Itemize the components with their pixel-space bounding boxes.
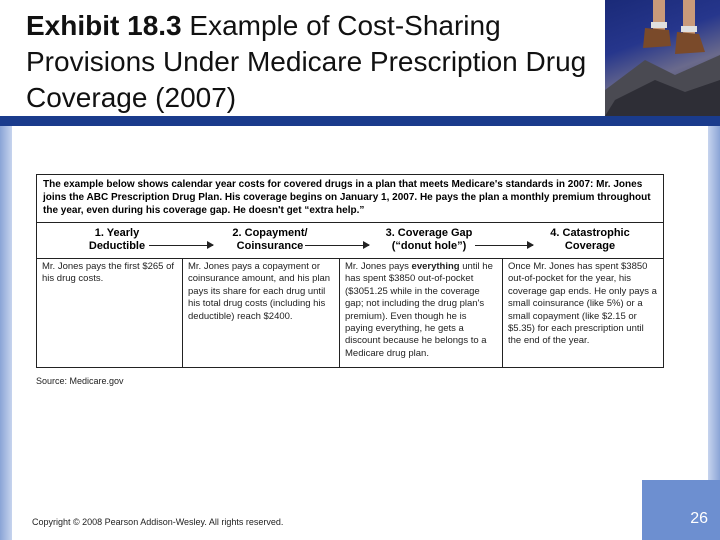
stage-copayment xyxy=(215,227,325,253)
stage-arrow xyxy=(149,245,213,246)
cost-sharing-exhibit xyxy=(36,174,664,368)
description-text: Mr. Jones pays xyxy=(345,261,412,272)
exhibit-title-text: Example of Cost-Sharing Provisions Under Medicare Prescription Drug Coverage (2007) xyxy=(26,10,587,113)
stage-label: 2. Copayment/ xyxy=(232,227,308,239)
description-row xyxy=(37,258,663,367)
description-emphasis: everything xyxy=(411,261,460,272)
page-number: 26 xyxy=(690,510,708,527)
stage-label: Deductible xyxy=(88,240,146,252)
stage-label: 3. Coverage Gap xyxy=(385,227,473,239)
exhibit-intro: The example below shows calendar year costs for covered drugs in a plan that meets Medicare's standards in 2007: Mr. Jones joins the ABC Prescription Drug Plan. His coverage begins on January 1, 2007. He pays the plan a monthly premium throughout the year, even during his coverage gap. He doesn't get “extra help.” xyxy=(37,175,663,223)
stage-catastrophic xyxy=(535,227,645,253)
copyright-notice: Copyright © 2008 Pearson Addison-Wesley. All rights reserved. xyxy=(32,517,284,527)
description-catastrophic: Once Mr. Jones has spent $3850 out-of-pocket for the year, his coverage gap ends. He only pays a small coinsurance (like 5%) or a small copayment (like $2.15 or $5.35) for each prescription until the end of the year. xyxy=(502,258,663,367)
stage-arrow xyxy=(305,245,369,246)
source-note: Source: Medicare.gov xyxy=(36,376,124,386)
stage-coverage-gap xyxy=(371,227,487,253)
description-coverage-gap xyxy=(339,258,502,367)
description-deductible: Mr. Jones pays the first $265 of his drug costs. xyxy=(42,261,175,285)
stage-deductible xyxy=(67,227,167,253)
title-divider-bar xyxy=(0,116,720,126)
hiker-legs-image xyxy=(605,0,720,116)
stage-label: 1. Yearly xyxy=(94,227,140,239)
page-number-box xyxy=(642,480,720,540)
stage-label: Coinsurance xyxy=(236,240,304,252)
left-decorative-bar xyxy=(0,126,12,540)
hiker-photo xyxy=(605,0,720,116)
stage-row xyxy=(37,223,663,259)
description-copayment: Mr. Jones pays a copayment or coinsurance amount, and his plan pays its share for each drug until his total drug costs (including his deductible) reach $2400. xyxy=(182,258,339,367)
stage-arrow xyxy=(475,245,533,246)
slide-title xyxy=(26,8,596,116)
stage-label: 4. Catastrophic xyxy=(550,227,630,239)
description-text: until he has spent $3850 out-of-pocket ($3051.25 while in the coverage gap; not including the drug plan's premium). Even though he is paying everything, he gets a discount because he belongs to a Medicare drug plan. xyxy=(345,261,493,359)
stage-label: Coverage xyxy=(564,240,616,252)
stage-label: (“donut hole”) xyxy=(391,240,467,252)
exhibit-number: Exhibit 18.3 xyxy=(26,10,182,41)
right-decorative-bar xyxy=(708,126,720,480)
